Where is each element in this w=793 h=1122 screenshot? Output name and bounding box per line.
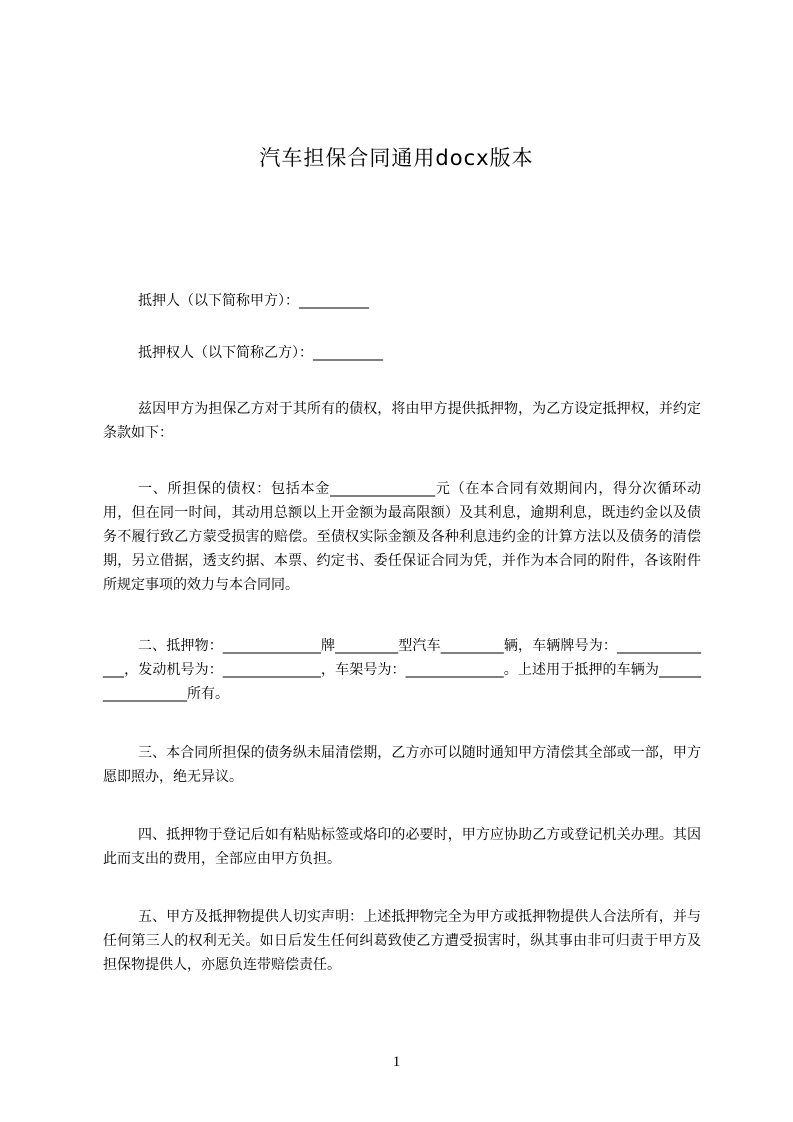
clause-5-declaration: 五、甲方及抵押物提供人切实声明：上述抵押物完全为甲方或抵押物提供人合法所有，并与任何第三人的权利无关。如日后发生任何纠葛致使乙方遭受损害时，纵其事由非可归责于甲方及担保物提供人，亦愿负连带赔偿责任。 [103, 909, 701, 973]
preamble-paragraph: 兹因甲方为担保乙方对于其所有的债权，将由甲方提供抵押物，为乙方设定抵押权，并约定条款如下： [103, 401, 701, 441]
page-number: 1 [392, 1054, 401, 1070]
clause-2-collateral: 二、抵押物：______________牌_________型汽车_________辆，车辆牌号为：_______________，发动机号为：______________，车架号为：______________。上述用于抵押的车辆为__________________所有。 [103, 638, 701, 702]
document-title: 汽车担保合同通用docx版本 [259, 146, 534, 170]
mortgagor-line: 抵押人（以下简称甲方）：__________ [138, 293, 369, 309]
mortgagee-line: 抵押权人（以下简称乙方）：__________ [138, 345, 383, 361]
clause-3-early-repayment: 三、本合同所担保的债务纵未届清偿期，乙方亦可以随时通知甲方清偿其全部或一部，甲方愿即照办，绝无异议。 [103, 745, 701, 785]
clause-1-secured-debt: 一、所担保的债权：包括本金_______________元（在本合同有效期间内，得分次循环动用，但在同一时间，其动用总额以上开金额为最高限额）及其利息，逾期利息，既违约金以及债务不履行致乙方蒙受损害的赔偿。至债权实际金额及各种利息违约金的计算方法以及债务的清偿期，另立借据，透支约据、本票、约定书、委任保证合同为凭，并作为本合同的附件，各该附件所规定事项的效力与本合同同。 [103, 481, 701, 593]
clause-4-registration: 四、抵押物于登记后如有粘贴标签或烙印的必要时，甲方应协助乙方或登记机关办理。其因此而支出的费用，全部应由甲方负担。 [103, 827, 701, 867]
